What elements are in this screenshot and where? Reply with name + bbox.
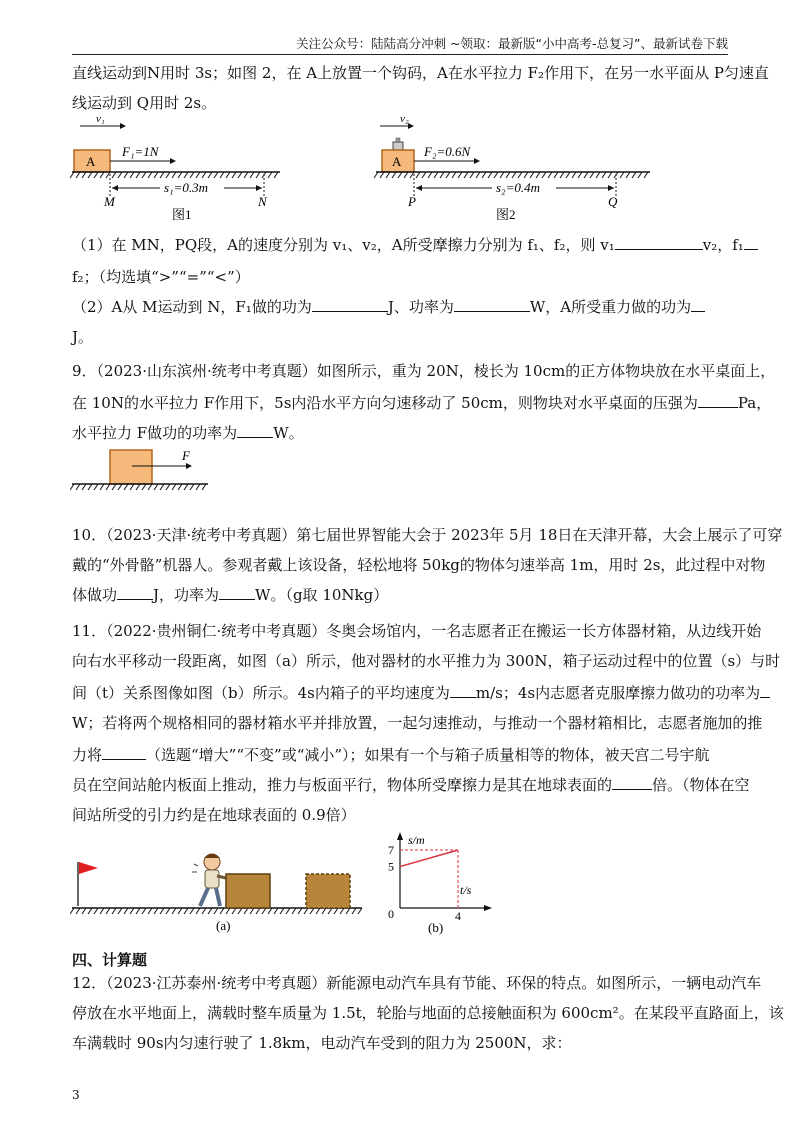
q11-l5-text-a: 力将 (72, 746, 103, 764)
q11-line5 (72, 740, 732, 770)
q12-line1: 12．（2023·江苏泰州·统考中考真题）新能源电动汽车具有节能、环保的特点。如图所示，一辆电动汽车 (72, 974, 762, 992)
q10-answer-blank-2[interactable] (219, 581, 255, 600)
volunteer-icon (192, 854, 226, 906)
q8-p1-text-a: （1）在 MN，PQ段，A的速度分别为 v₁、v₂，A所受摩擦力分别为 f₁、f₂，则 v₁ (72, 236, 615, 254)
figure-2 (374, 113, 650, 222)
fig2-caption: 图2 (496, 207, 516, 222)
q9-line2 (72, 388, 772, 418)
q11-answer-blank-2[interactable] (760, 679, 770, 698)
fig2-block-label: A (392, 154, 402, 169)
q8-part1-line2: f₂；（均选填“>”“=”“<”） (72, 268, 250, 286)
q11-line4: W；若将两个规格相同的器材箱水平并排放置，一起匀速推动，与推动一个器材箱相比，志愿者施加的推 (72, 714, 763, 732)
chart-y-tick-7: 7 (388, 843, 394, 857)
section-4-title: 四、计算题 (72, 951, 148, 969)
fig1-point-m: M (104, 194, 115, 209)
q8-p2-text-c: W，A所受重力做的功为 (529, 298, 692, 316)
q11-line2: 向右水平移动一段距离，如图（a）所示，他对器材的水平推力为 300N，箱子运动过程中的位置（s）与时 (72, 652, 781, 670)
page-header (72, 34, 728, 55)
fig2-weight (393, 142, 403, 150)
q9-l2-text-a: 在 10N的水平拉力 F作用下，5s内沿水平方向匀速移动了 50cm，则物块对水平桌面的压强为 (72, 394, 698, 412)
chart-x-tick-4: 4 (455, 909, 461, 923)
fig1-velocity-label: v₁ (96, 113, 105, 125)
q11-l3-text-b: m/s；4s内志愿者克服摩擦力做功的功率为 (475, 684, 761, 702)
q9-answer-blank-2[interactable] (237, 419, 273, 438)
q8-part2-line1 (72, 292, 732, 322)
chart-y-tick-5: 5 (388, 859, 394, 874)
fig2-force-label: F₂=0.6N (424, 144, 471, 159)
q8-p1-text-b: v₂，f₁ (702, 236, 744, 254)
q11-l5-text-b: （选题“增大”“不变”或“减小”）；如果有一个与箱子质量相等的物体，被天宫二号宇航 (146, 746, 710, 764)
q11-l6-text-a: 员在空间站舱内板面上推动，推力与板面平行，物体所受摩擦力是其在地球表面的 (72, 776, 613, 794)
fig2-point-q: Q (608, 194, 618, 209)
q8-part1-line1 (72, 230, 744, 260)
q11-l3-text-a: 间（t）关系图像如图（b）所示。4s内箱子的平均速度为 (72, 684, 450, 702)
q9-l2-text-b: Pa， (737, 394, 772, 412)
equipment-box-start (226, 874, 270, 908)
header-text: 关注公众号：陆陆高分冲刺 ~领取：最新版“小中高考-总复习”、最新试卷下载 (296, 36, 728, 51)
q9-cube (110, 450, 152, 484)
chart-x-label: t/s (460, 883, 472, 897)
q9-l3-text-a: 水平拉力 F做功的功率为 (72, 424, 238, 442)
q8-answer-blank-2[interactable] (744, 231, 758, 250)
equipment-box-end (306, 874, 350, 908)
q9-line3 (72, 418, 732, 448)
chart-y-tick-0: 0 (388, 907, 394, 921)
q9-figure (70, 448, 220, 492)
q10-line3 (72, 580, 732, 610)
fig2-distance-label: s₂=0.4m (496, 180, 540, 195)
q10-line2: 戴的“外骨骼”机器人。参观者戴上该设备，轻松地将 50kg的物体匀速举高 1m，用时 2s，此过程中对物 (72, 556, 766, 574)
fig1-block-label: A (86, 154, 96, 169)
fig1-point-n: N (258, 194, 267, 209)
q11-chart (378, 830, 498, 940)
q8-answer-blank-3[interactable] (312, 293, 388, 312)
q11-answer-blank-1[interactable] (450, 679, 476, 698)
q10-l3-text-b: J，功率为 (153, 586, 220, 604)
q8-part2-line2: J。 (72, 328, 94, 346)
q11-caption-a: (a) (216, 918, 231, 933)
q11-line7: 间站所受的引力约是在地球表面的 0.9倍） (72, 806, 356, 824)
q11-answer-blank-3[interactable] (102, 741, 146, 760)
q12-line3: 车满载时 90s内匀速行驶了 1.8km，电动汽车受到的阻力为 2500N，求： (72, 1034, 572, 1052)
chart-y-label: s/m (408, 833, 425, 847)
fig1-force-label: F₁=1N (122, 144, 159, 159)
q11-answer-blank-4[interactable] (612, 771, 652, 790)
fig2-velocity-label: v₂ (400, 113, 409, 125)
chart-series-line (400, 850, 458, 867)
figure-1-2 (60, 112, 660, 224)
figure-1 (70, 113, 280, 222)
q11-caption-b: (b) (428, 920, 444, 935)
q8-answer-blank-1[interactable] (615, 231, 703, 250)
q10-l3-text-c: W。（g取 10Nkg） (255, 586, 389, 604)
fig1-distance-label: s₁=0.3m (164, 180, 208, 195)
q11-line3 (72, 678, 761, 708)
q8-answer-blank-5[interactable] (691, 293, 705, 312)
page-number: 3 (72, 1088, 80, 1102)
q9-force-label: F (182, 448, 190, 463)
q9-l3-text-b: W。 (273, 424, 304, 442)
fig2-point-p: P (408, 194, 416, 209)
q9-answer-blank-1[interactable] (698, 389, 738, 408)
q10-line1: 10．（2023·天津·统考中考真题）第七届世界智能大会于 2023年 5月 18日在天津开幕，大会上展示了可穿 (72, 526, 783, 544)
intro-line-1: 直线运动到N用时 3s；如图 2，在 A上放置一个钩码，A在水平拉力 F₂作用下，在另一水平面从 P匀速直 (72, 64, 769, 82)
q11-line6 (72, 770, 750, 800)
q8-p2-text-a: （2）A从 M运动到 N，F₁做的功为 (72, 298, 312, 316)
intro-line-2: 线运动到 Q用时 2s。 (72, 94, 217, 112)
q11-line1: 11．（2022·贵州铜仁·统考中考真题）冬奥会场馆内，一名志愿者正在搬运一长方体器材箱，从边线开始 (72, 622, 762, 640)
q11-figure-a (70, 848, 370, 938)
q11-l6-text-b: 倍。（物体在空 (652, 776, 750, 794)
flag-icon (79, 862, 98, 874)
q8-answer-blank-4[interactable] (454, 293, 530, 312)
fig1-caption: 图1 (172, 207, 192, 222)
q12-line2: 停放在水平地面上，满载时整车质量为 1.5t，轮胎与地面的总接触面积为 600cm²。在某段平直路面上，该 (72, 1004, 784, 1022)
q10-l3-text-a: 体做功 (72, 586, 118, 604)
q8-p2-text-b: J、功率为 (387, 298, 454, 316)
q9-line1: 9．（2023·山东滨州·统考中考真题）如图所示，重为 20N，棱长为 10cm的正方体物块放在水平桌面上， (72, 362, 776, 380)
q10-answer-blank-1[interactable] (117, 581, 153, 600)
